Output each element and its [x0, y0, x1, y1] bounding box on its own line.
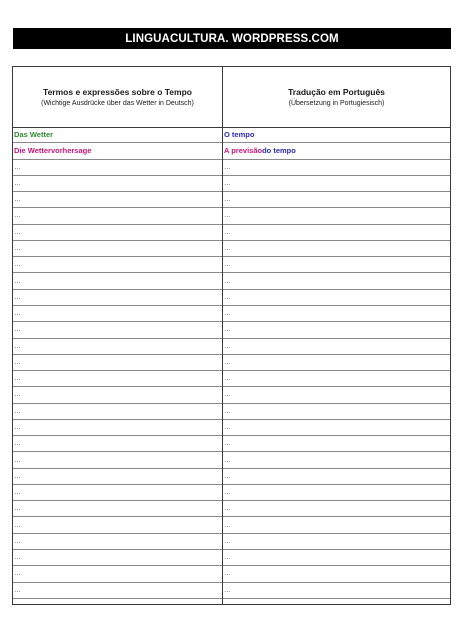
placeholder-ellipsis: …: [224, 391, 231, 399]
german-term-cell: [14, 273, 221, 288]
placeholder-ellipsis: …: [224, 472, 231, 480]
table-row: [13, 290, 450, 306]
portuguese-translation-cell: [224, 176, 449, 191]
placeholder-ellipsis: …: [224, 179, 231, 187]
german-term-cell: [14, 583, 221, 598]
table-row: [13, 485, 450, 501]
placeholder-ellipsis: …: [14, 228, 21, 236]
placeholder-ellipsis: …: [224, 342, 231, 350]
placeholder-ellipsis: …: [14, 212, 21, 220]
placeholder-ellipsis: …: [14, 326, 21, 334]
placeholder-ellipsis: …: [224, 505, 231, 513]
german-term-cell: [14, 501, 221, 516]
german-term-cell: [14, 404, 221, 419]
german-term-cell: [14, 241, 221, 256]
table-row: [13, 501, 450, 517]
header-cell-portuguese: [223, 67, 450, 127]
table-row: [13, 143, 450, 159]
table-row: [13, 371, 450, 387]
placeholder-ellipsis: …: [14, 261, 21, 269]
german-term-cell: [14, 355, 221, 370]
portuguese-translation-cell: [224, 339, 449, 354]
placeholder-ellipsis: …: [224, 456, 231, 464]
german-term-cell: [14, 143, 221, 158]
placeholder-ellipsis: …: [14, 570, 21, 578]
placeholder-ellipsis: …: [224, 489, 231, 497]
placeholder-ellipsis: …: [14, 375, 21, 383]
table-row: [13, 534, 450, 550]
table-row: [13, 160, 450, 176]
portuguese-translation-cell: [224, 257, 449, 272]
table-row: [13, 273, 450, 289]
portuguese-translation-cell: [224, 566, 449, 581]
portuguese-translation-cell: [224, 534, 449, 549]
german-term-cell: [14, 322, 221, 337]
portuguese-translation-cell: [224, 127, 449, 142]
german-term-cell: [14, 225, 221, 240]
portuguese-translation-cell: [224, 143, 449, 158]
german-term-cell: [14, 436, 221, 451]
header-title-portuguese: Tradução em Português: [288, 86, 385, 97]
term-segment: Das Wetter: [14, 130, 54, 140]
portuguese-translation-cell: [224, 436, 449, 451]
table-header: [13, 67, 450, 128]
table-row: [13, 192, 450, 208]
table-row: [13, 452, 450, 468]
table-row: [13, 387, 450, 403]
placeholder-ellipsis: …: [224, 375, 231, 383]
german-term-cell: [14, 208, 221, 223]
placeholder-ellipsis: …: [224, 537, 231, 545]
header-subtitle-portuguese: (Übersetzung in Portugiesisch): [288, 99, 385, 107]
table-row: [13, 241, 450, 257]
portuguese-translation-cell: [224, 160, 449, 175]
german-term-cell: [14, 192, 221, 207]
placeholder-ellipsis: …: [224, 277, 231, 285]
german-term-cell: [14, 469, 221, 484]
portuguese-translation-cell: [224, 355, 449, 370]
placeholder-ellipsis: …: [14, 423, 21, 431]
table-row: [13, 355, 450, 371]
placeholder-ellipsis: …: [14, 310, 21, 318]
portuguese-translation-cell: [224, 469, 449, 484]
placeholder-ellipsis: …: [224, 310, 231, 318]
placeholder-ellipsis: …: [224, 326, 231, 334]
placeholder-ellipsis: …: [14, 407, 21, 415]
german-term-cell: [14, 257, 221, 272]
german-term-cell: [14, 420, 221, 435]
term-segment: Die Wetter: [14, 146, 51, 156]
portuguese-translation-cell: [224, 241, 449, 256]
header-cell-german: [13, 67, 222, 127]
term-segment: A previsão: [224, 146, 263, 156]
placeholder-ellipsis: …: [14, 440, 21, 448]
german-term-cell: [14, 485, 221, 500]
placeholder-ellipsis: …: [224, 163, 231, 171]
placeholder-ellipsis: …: [224, 245, 231, 252]
term-segment: do tempo: [262, 146, 296, 156]
term-segment: vorhersage: [50, 146, 92, 156]
portuguese-translation-cell: [224, 387, 449, 402]
header-title-german: Termos e expressões sobre o Tempo: [43, 86, 192, 97]
table-row: [13, 225, 450, 241]
placeholder-ellipsis: …: [14, 342, 21, 350]
german-term-cell: [14, 371, 221, 386]
portuguese-translation-cell: [224, 273, 449, 288]
table-row: [13, 339, 450, 355]
placeholder-ellipsis: …: [14, 586, 21, 594]
placeholder-ellipsis: …: [14, 489, 21, 497]
table-row: [13, 306, 450, 322]
portuguese-translation-cell: [224, 517, 449, 532]
placeholder-ellipsis: …: [14, 196, 21, 204]
placeholder-ellipsis: …: [224, 293, 231, 301]
table-row: [13, 420, 450, 436]
placeholder-ellipsis: …: [14, 537, 21, 545]
placeholder-ellipsis: …: [14, 179, 21, 187]
placeholder-ellipsis: …: [14, 293, 21, 301]
german-term-cell: [14, 339, 221, 354]
german-term-cell: [14, 290, 221, 305]
portuguese-translation-cell: [224, 225, 449, 240]
table-row: [13, 322, 450, 338]
portuguese-translation-cell: [224, 322, 449, 337]
portuguese-translation-cell: [224, 306, 449, 321]
banner-title: LINGUACULTURA. WORDPRESS.COM: [125, 32, 339, 45]
german-term-cell: [14, 517, 221, 532]
table-row: [13, 404, 450, 420]
placeholder-ellipsis: …: [224, 261, 231, 269]
portuguese-translation-cell: [224, 404, 449, 419]
header-subtitle-german: (Wichtige Ausdrücke über das Wetter in Deutsch): [41, 99, 194, 107]
portuguese-translation-cell: [224, 452, 449, 467]
placeholder-ellipsis: …: [14, 505, 21, 513]
placeholder-ellipsis: …: [14, 163, 21, 171]
german-term-cell: [14, 452, 221, 467]
table-row: [13, 517, 450, 533]
site-banner: [13, 28, 451, 49]
placeholder-ellipsis: …: [224, 570, 231, 578]
german-term-cell: [14, 176, 221, 191]
german-term-cell: [14, 306, 221, 321]
german-term-cell: [14, 534, 221, 549]
table-row: [13, 436, 450, 452]
german-term-cell: [14, 387, 221, 402]
placeholder-ellipsis: …: [14, 391, 21, 399]
table-row: [13, 550, 450, 566]
table-row: [13, 127, 450, 143]
placeholder-ellipsis: …: [224, 196, 231, 204]
german-term-cell: [14, 566, 221, 581]
placeholder-ellipsis: …: [224, 407, 231, 415]
placeholder-ellipsis: …: [14, 472, 21, 480]
placeholder-ellipsis: …: [224, 358, 231, 366]
placeholder-ellipsis: …: [224, 521, 231, 529]
placeholder-ellipsis: …: [224, 586, 231, 594]
column-divider: [222, 67, 223, 604]
placeholder-ellipsis: …: [14, 358, 21, 366]
table-row: [13, 583, 450, 599]
placeholder-ellipsis: …: [224, 212, 231, 220]
term-segment: O tempo: [224, 130, 255, 140]
placeholder-ellipsis: …: [224, 228, 231, 236]
portuguese-translation-cell: [224, 290, 449, 305]
placeholder-ellipsis: …: [14, 456, 21, 464]
placeholder-ellipsis: …: [224, 440, 231, 448]
vocabulary-table: [12, 66, 451, 605]
portuguese-translation-cell: [224, 208, 449, 223]
portuguese-translation-cell: [224, 371, 449, 386]
german-term-cell: [14, 127, 221, 142]
portuguese-translation-cell: [224, 583, 449, 598]
placeholder-ellipsis: …: [224, 554, 231, 562]
placeholder-ellipsis: …: [14, 277, 21, 285]
placeholder-ellipsis: …: [14, 245, 21, 252]
placeholder-ellipsis: …: [14, 521, 21, 529]
table-row: [13, 469, 450, 485]
table-row: [13, 257, 450, 273]
placeholder-ellipsis: …: [224, 423, 231, 431]
table-row: [13, 208, 450, 224]
portuguese-translation-cell: [224, 192, 449, 207]
portuguese-translation-cell: [224, 501, 449, 516]
placeholder-ellipsis: …: [14, 554, 21, 562]
table-row: [13, 176, 450, 192]
german-term-cell: [14, 550, 221, 565]
german-term-cell: [14, 160, 221, 175]
portuguese-translation-cell: [224, 420, 449, 435]
table-row: [13, 566, 450, 582]
portuguese-translation-cell: [224, 485, 449, 500]
portuguese-translation-cell: [224, 550, 449, 565]
